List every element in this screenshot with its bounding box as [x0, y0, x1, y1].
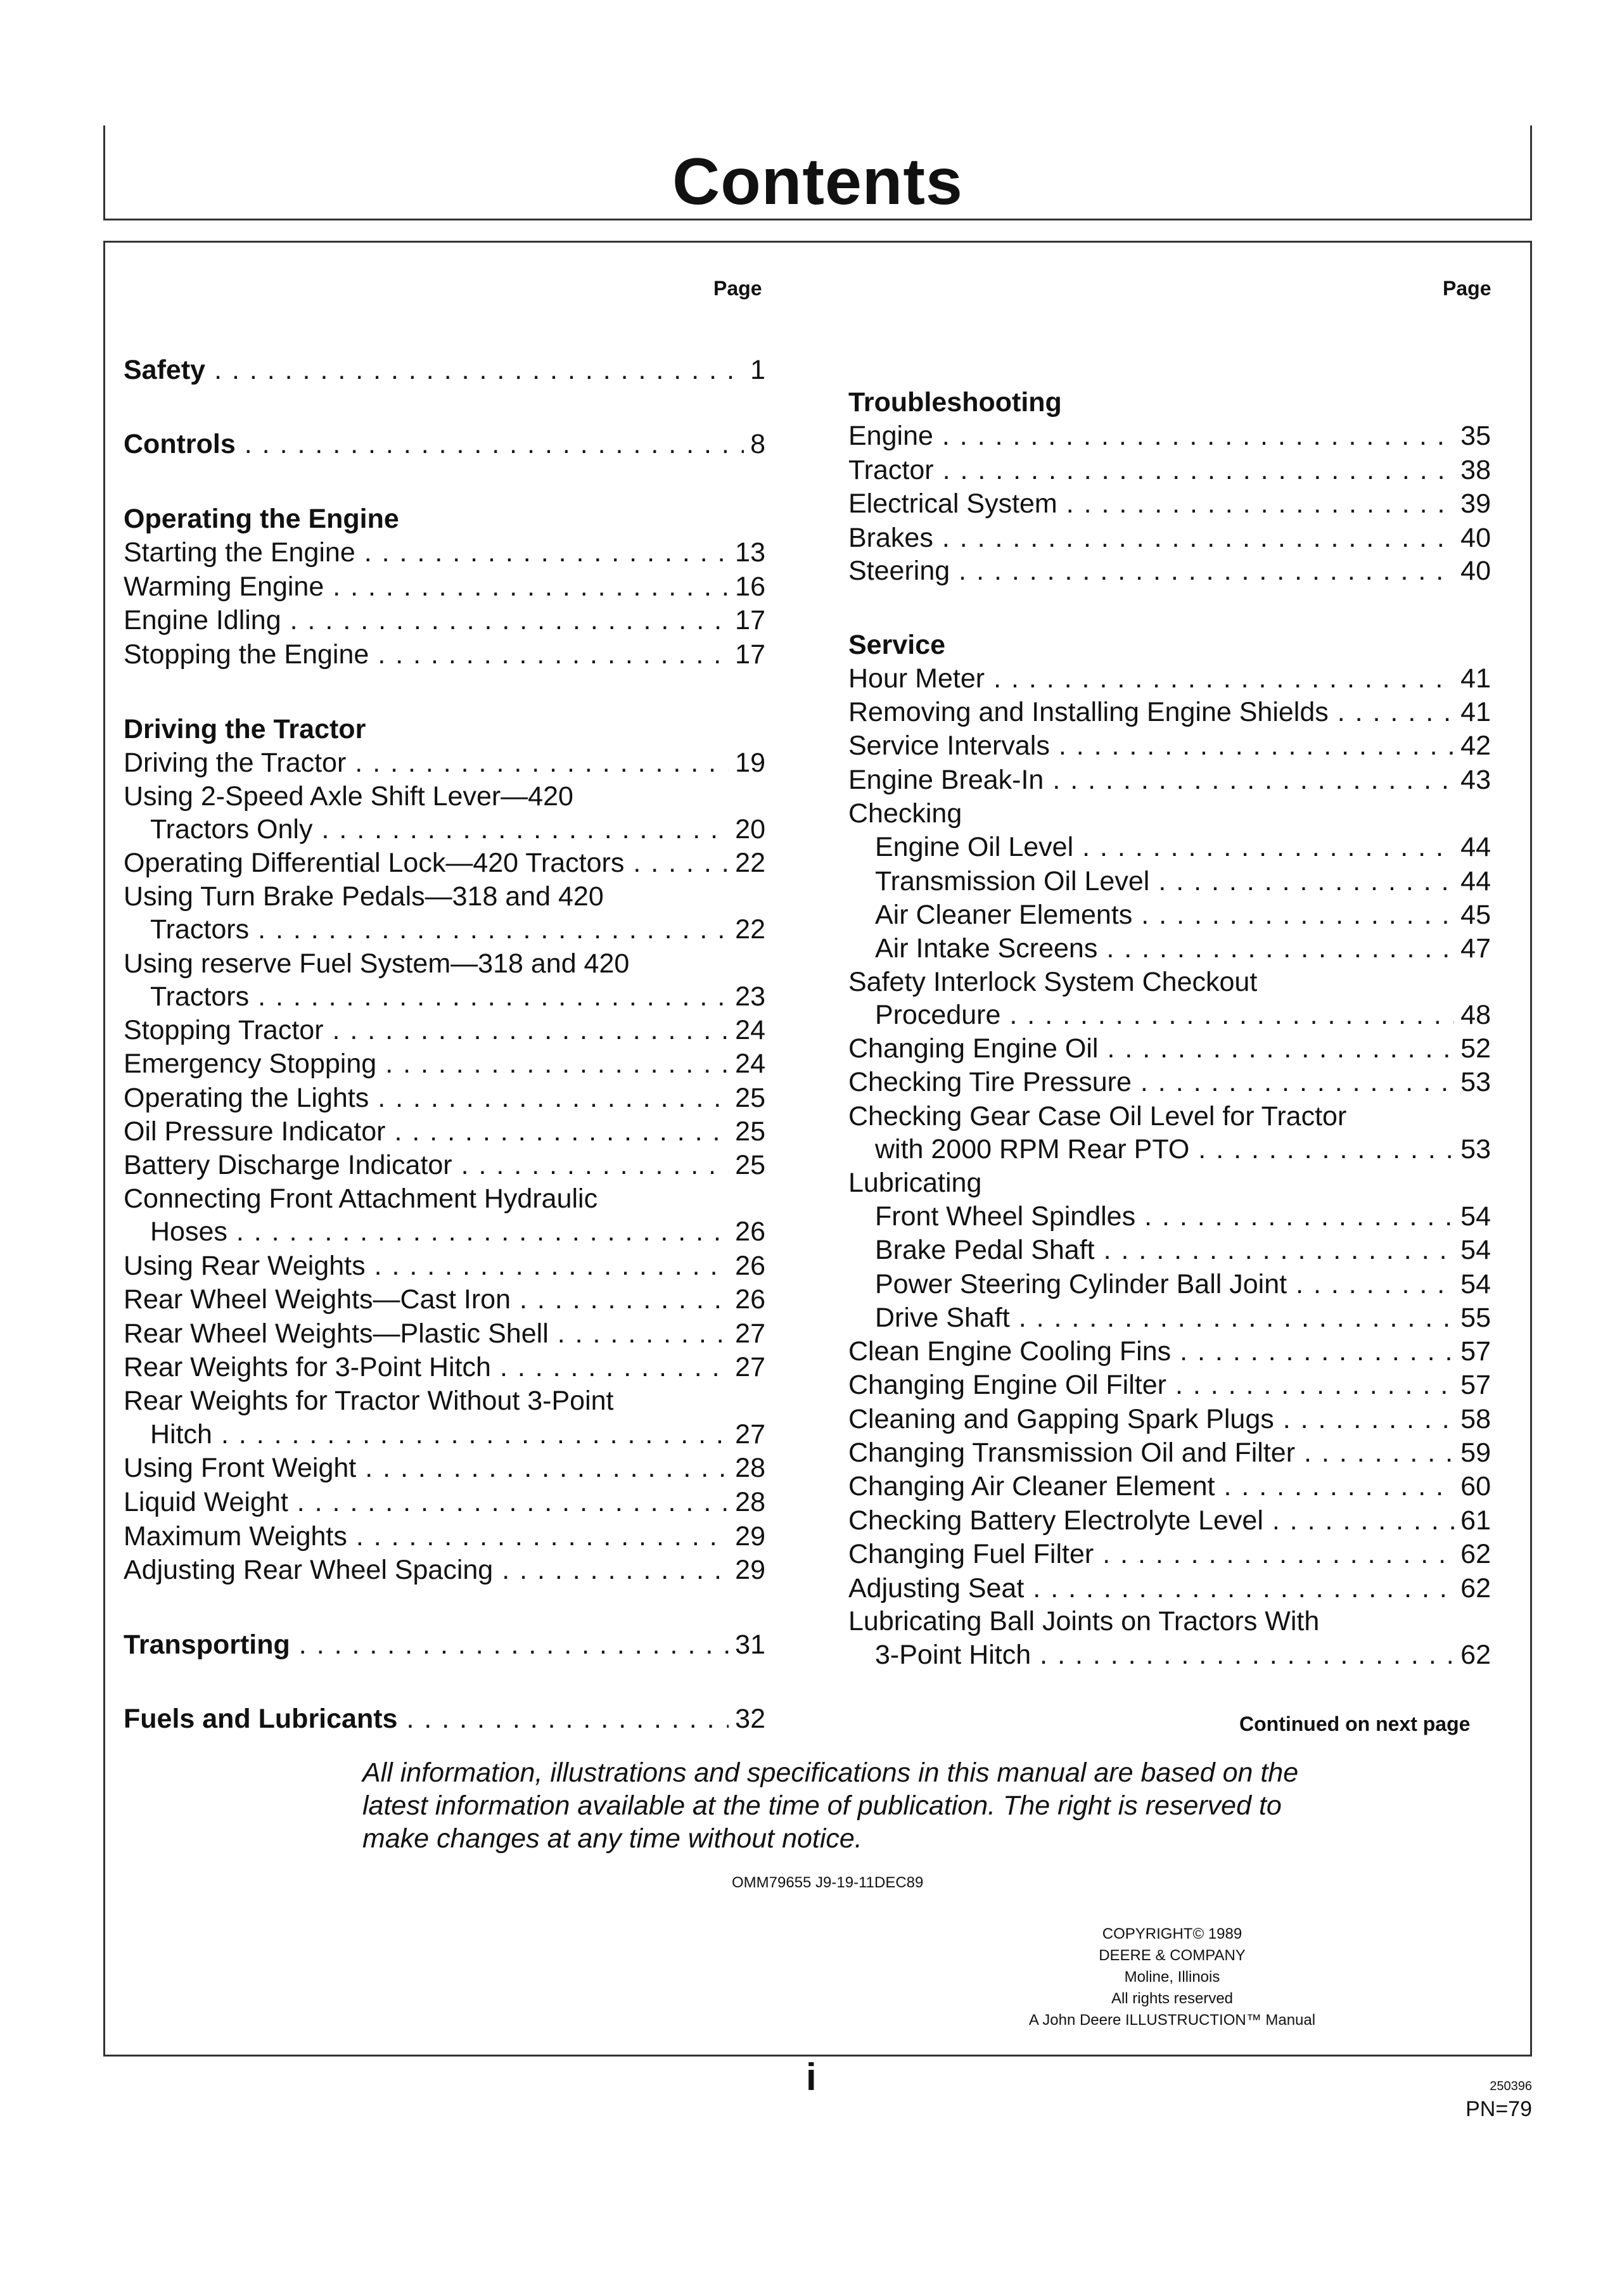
toc-entry[interactable] — [848, 1403, 1491, 1436]
dot-leader — [1338, 696, 1454, 729]
toc-page-number: 16 — [735, 571, 765, 602]
toc-entry-title: Tractors Only — [150, 814, 313, 845]
toc-entry-title: Engine Break-In — [848, 765, 1044, 795]
toc-entry[interactable] — [848, 1436, 1491, 1470]
dot-leader — [245, 428, 744, 461]
toc-page-number: 54 — [1460, 1235, 1491, 1265]
toc-page-number: 54 — [1460, 1269, 1491, 1299]
toc-entry-title: Adjusting Seat — [848, 1573, 1025, 1604]
toc-entry[interactable] — [848, 1572, 1491, 1605]
toc-entry-title: Hoses — [150, 1216, 227, 1247]
toc-page-number: 26 — [735, 1284, 765, 1315]
toc-entry[interactable] — [875, 1200, 1491, 1234]
dot-leader — [500, 1351, 729, 1384]
toc-page-number: 52 — [1460, 1033, 1491, 1064]
toc-entry-title: Using Rear Weights — [124, 1251, 366, 1281]
dot-leader — [1033, 1572, 1454, 1605]
toc-entry-title: Operating Differential Lock—420 Tractors — [124, 848, 625, 878]
copyright-line: All rights reserved — [1111, 1990, 1234, 2007]
toc-entry-title: 3-Point Hitch — [875, 1640, 1031, 1670]
toc-page-number: 40 — [1460, 523, 1491, 553]
toc-page-number: 47 — [1460, 933, 1491, 964]
toc-entry[interactable] — [848, 454, 1491, 487]
toc-entry-title: Brakes — [848, 523, 933, 553]
toc-entry-title: Removing and Installing Engine Shields — [848, 697, 1329, 727]
toc-entry-text: Checking — [848, 798, 962, 829]
dot-leader — [1144, 1200, 1454, 1234]
toc-entry-title: Changing Fuel Filter — [848, 1539, 1094, 1569]
dot-leader — [633, 846, 729, 880]
toc-page-number: 26 — [735, 1251, 765, 1281]
toc-entry[interactable] — [848, 1470, 1491, 1503]
section-heading: Driving the Tractor — [124, 714, 366, 744]
toc-entry-title: Changing Engine Oil Filter — [848, 1370, 1166, 1400]
toc-entry[interactable] — [124, 638, 765, 672]
dot-leader — [214, 354, 744, 387]
toc-entry[interactable] — [124, 1486, 765, 1519]
toc-page-number: 35 — [1460, 421, 1491, 451]
dot-leader — [1304, 1436, 1454, 1470]
toc-page-number: 44 — [1460, 832, 1491, 862]
toc-entry[interactable] — [124, 1317, 765, 1351]
toc-entry[interactable] — [124, 1115, 765, 1149]
toc-entry[interactable] — [848, 554, 1491, 588]
copyright-line: COPYRIGHT© 1989 — [1102, 1925, 1242, 1942]
toc-entry[interactable] — [124, 1520, 765, 1553]
toc-entry-title: Operating the Lights — [124, 1083, 369, 1113]
toc-page-number: 55 — [1460, 1303, 1491, 1333]
toc-entry-title: Controls — [124, 429, 236, 459]
dot-leader — [1272, 1504, 1454, 1538]
toc-page-number: 27 — [735, 1318, 765, 1349]
toc-entry[interactable] — [848, 1538, 1491, 1571]
toc-page-number: 22 — [735, 848, 765, 878]
toc-entry-title: Using Front Weight — [124, 1453, 357, 1483]
dot-leader — [365, 1451, 729, 1485]
toc-entry-title: Changing Air Cleaner Element — [848, 1471, 1215, 1502]
toc-entry-title: Brake Pedal Shaft — [875, 1235, 1095, 1265]
toc-page-number: 59 — [1460, 1438, 1491, 1468]
toc-entry[interactable] — [848, 662, 1491, 696]
dot-leader — [1082, 831, 1454, 864]
toc-page-number: 31 — [735, 1630, 765, 1660]
toc-entry-title: Stopping the Engine — [124, 639, 369, 670]
toc-page-number: 20 — [735, 814, 765, 845]
toc-entry-text: Using 2-Speed Axle Shift Lever—420 — [124, 781, 573, 812]
toc-page-number: 41 — [1460, 663, 1491, 694]
toc-page-number: 40 — [1460, 556, 1491, 586]
toc-entry[interactable] — [848, 1368, 1491, 1402]
toc-page-number: 27 — [735, 1352, 765, 1382]
toc-entry-title: Rear Wheel Weights—Plastic Shell — [124, 1318, 549, 1349]
toc-entry-title: Electrical System — [848, 488, 1057, 519]
section-heading: Troubleshooting — [848, 387, 1062, 418]
dot-leader — [502, 1553, 729, 1587]
toc-entry-text: Checking Gear Case Oil Level for Tractor — [848, 1101, 1347, 1132]
toc-entry-text: Safety Interlock System Checkout — [848, 967, 1258, 997]
toc-page-number: 23 — [735, 981, 765, 1012]
dot-leader — [1102, 1538, 1454, 1571]
toc-entry[interactable] — [875, 1268, 1491, 1301]
copyright-block — [976, 1923, 1369, 2031]
dot-leader — [1107, 1032, 1454, 1066]
toc-entry[interactable] — [875, 1234, 1491, 1267]
toc-page-number: 61 — [1460, 1505, 1491, 1536]
dot-leader — [1106, 932, 1454, 966]
toc-entry[interactable] — [124, 1047, 765, 1081]
toc-page-number: 25 — [735, 1150, 765, 1180]
disclaimer-text: All information, illustrations and specifications in this manual are based on the latest information available at the time of publication. The right is reserved to make changes at any time without notice. — [362, 1757, 1299, 1854]
dot-leader — [290, 604, 729, 637]
toc-entry[interactable] — [875, 831, 1491, 864]
dot-leader — [1066, 487, 1454, 521]
toc-entry-title: Fuels and Lubricants — [124, 1704, 398, 1734]
toc-entry[interactable] — [150, 813, 765, 846]
toc-page-number: 25 — [735, 1116, 765, 1147]
toc-entry[interactable] — [124, 1351, 765, 1384]
toc-entry-title: Warming Engine — [124, 571, 324, 602]
dot-leader — [558, 1317, 729, 1351]
dot-leader — [1198, 1133, 1454, 1166]
toc-entry[interactable] — [848, 1335, 1491, 1368]
toc-entry-text: Connecting Front Attachment Hydraulic — [124, 1183, 598, 1214]
title-box — [103, 125, 1532, 220]
toc-entry-title: Adjusting Rear Wheel Spacing — [124, 1555, 494, 1585]
dot-leader — [461, 1149, 729, 1182]
toc-page-number: 19 — [735, 748, 765, 778]
toc-entry-title: Starting the Engine — [124, 537, 355, 568]
toc-page-number: 24 — [735, 1049, 765, 1079]
toc-entry-title: Air Intake Screens — [875, 933, 1098, 964]
dot-leader — [394, 1115, 729, 1149]
copyright-line: A John Deere ILLUSTRUCTION™ Manual — [1028, 2012, 1316, 2029]
page-title: Contents — [672, 145, 963, 219]
toc-page-number: 57 — [1460, 1336, 1491, 1367]
toc-entry-title: Transporting — [124, 1630, 290, 1660]
dot-leader — [258, 913, 729, 947]
toc-entry-title: Battery Discharge Indicator — [124, 1150, 452, 1180]
dot-leader — [959, 554, 1454, 588]
toc-entry-title: Oil Pressure Indicator — [124, 1116, 386, 1147]
toc-entry-title: Checking Battery Electrolyte Level — [848, 1505, 1263, 1536]
toc-entry-text: Lubricating Ball Joints on Tractors With — [848, 1606, 1320, 1636]
dot-leader — [993, 662, 1454, 696]
dot-leader — [378, 1081, 729, 1115]
dot-leader — [378, 638, 729, 672]
toc-entry-title: Transmission Oil Level — [875, 866, 1150, 896]
toc-entry-title: Tractors — [150, 914, 250, 945]
toc-entry[interactable] — [875, 865, 1491, 898]
toc-page-number: 26 — [735, 1216, 765, 1247]
toc-entry-title: Hitch — [150, 1419, 212, 1450]
toc-page-number: 39 — [1460, 488, 1491, 519]
toc-entry[interactable] — [124, 1249, 765, 1283]
dot-leader — [943, 454, 1455, 487]
dot-leader — [385, 1047, 729, 1081]
dot-leader — [1296, 1268, 1454, 1301]
dot-leader — [942, 521, 1454, 555]
toc-entry-title: Emergency Stopping — [124, 1049, 377, 1079]
dot-leader — [355, 746, 729, 780]
dot-leader — [321, 813, 729, 846]
toc-page-number: 28 — [735, 1453, 765, 1483]
toc-entry[interactable] — [875, 932, 1491, 966]
toc-page-number: 57 — [1460, 1370, 1491, 1400]
dot-leader — [1283, 1403, 1454, 1436]
toc-entry-title: Rear Weights for 3-Point Hitch — [124, 1352, 491, 1382]
toc-entry[interactable] — [875, 998, 1491, 1032]
toc-page-number: 38 — [1460, 455, 1491, 485]
toc-entry[interactable] — [150, 980, 765, 1014]
toc-entry-title: Tractor — [848, 455, 934, 485]
toc-entry[interactable] — [124, 604, 765, 637]
document-id: OMM79655 J9-19-11DEC89 — [732, 1874, 924, 1891]
toc-entry-title: Procedure — [875, 1000, 1001, 1030]
toc-page-number: 1 — [750, 355, 765, 385]
toc-entry-text: Using reserve Fuel System—318 and 420 — [124, 948, 630, 979]
dot-leader — [1040, 1638, 1454, 1672]
dot-leader — [1175, 1368, 1454, 1402]
dot-leader — [333, 570, 729, 604]
toc-entry[interactable] — [875, 898, 1491, 932]
toc-entry-title: Tractors — [150, 981, 250, 1012]
toc-page-number: 54 — [1460, 1201, 1491, 1232]
dot-leader — [356, 1520, 729, 1553]
dot-leader — [1059, 729, 1454, 763]
toc-entry-text: Using Turn Brake Pedals—318 and 420 — [124, 881, 604, 912]
toc-page-number: 28 — [735, 1487, 765, 1517]
toc-entry-title: Service Intervals — [848, 730, 1050, 761]
toc-page-number: 53 — [1460, 1134, 1491, 1164]
toc-entry[interactable] — [124, 1553, 765, 1587]
toc-entry[interactable] — [124, 1628, 765, 1662]
toc-entry[interactable] — [848, 1066, 1491, 1099]
toc-page-number: 62 — [1460, 1640, 1491, 1670]
toc-entry-title: Front Wheel Spindles — [875, 1201, 1136, 1232]
toc-entry[interactable] — [124, 536, 765, 570]
continued-note: Continued on next page — [1239, 1712, 1471, 1735]
dot-leader — [1140, 1066, 1454, 1099]
toc-entry-text: Lubricating — [848, 1168, 982, 1198]
dot-leader — [1158, 865, 1454, 898]
toc-entry-title: Air Cleaner Elements — [875, 900, 1133, 930]
toc-entry[interactable] — [848, 696, 1491, 729]
dot-leader — [297, 1486, 729, 1519]
dot-leader — [258, 980, 729, 1014]
toc-page-number: 45 — [1460, 900, 1491, 930]
toc-entry-title: Changing Transmission Oil and Filter — [848, 1438, 1296, 1468]
toc-page-number: 62 — [1460, 1539, 1491, 1569]
toc-page-number: 13 — [735, 537, 765, 568]
toc-entry-title: Stopping Tractor — [124, 1015, 324, 1045]
dot-leader — [333, 1014, 729, 1047]
toc-entry[interactable] — [124, 1702, 765, 1736]
toc-entry[interactable] — [124, 1149, 765, 1182]
dot-leader — [406, 1702, 729, 1736]
toc-entry[interactable] — [124, 570, 765, 604]
toc-page-number: 29 — [735, 1555, 765, 1585]
toc-page-number: 58 — [1460, 1404, 1491, 1434]
toc-entry[interactable] — [124, 1081, 765, 1115]
toc-page-number: 29 — [735, 1521, 765, 1552]
toc-entry[interactable] — [124, 1014, 765, 1047]
dot-leader — [1009, 998, 1454, 1032]
section-heading: Operating the Engine — [124, 504, 399, 534]
toc-entry-title: Drive Shaft — [875, 1303, 1010, 1333]
toc-page-number: 17 — [735, 605, 765, 635]
toc-page-number: 24 — [735, 1015, 765, 1045]
toc-entry-title: Safety — [124, 355, 206, 385]
print-code: 250396 — [1490, 2079, 1532, 2093]
dot-leader — [1223, 1470, 1454, 1503]
toc-entry-text: Rear Weights for Tractor Without 3-Point — [124, 1386, 614, 1416]
toc-entry[interactable] — [124, 1283, 765, 1317]
left-page-header: Page — [713, 277, 762, 300]
toc-entry[interactable] — [875, 1638, 1491, 1672]
toc-entry[interactable] — [848, 419, 1491, 453]
dot-leader — [299, 1628, 729, 1662]
dot-leader — [1180, 1335, 1454, 1368]
toc-page-number: 25 — [735, 1083, 765, 1113]
toc-entry[interactable] — [150, 1215, 765, 1249]
toc-page-number: 32 — [735, 1704, 765, 1734]
section-heading: Service — [848, 630, 946, 660]
toc-page-number: 42 — [1460, 730, 1491, 761]
pn-code: PN=79 — [1466, 2097, 1532, 2121]
toc-page-number: 22 — [735, 914, 765, 945]
toc-entry-title: with 2000 RPM Rear PTO — [875, 1134, 1190, 1164]
dot-leader — [374, 1249, 729, 1283]
dot-leader — [236, 1215, 729, 1249]
page-number: i — [806, 2056, 817, 2098]
toc-page-number: 60 — [1460, 1471, 1491, 1502]
toc-page-number: 17 — [735, 639, 765, 670]
toc-entry-title: Checking Tire Pressure — [848, 1067, 1132, 1097]
toc-page-number: 43 — [1460, 765, 1491, 795]
copyright-line: Moline, Illinois — [1124, 1968, 1220, 1986]
dot-leader — [1052, 763, 1454, 797]
toc-page-number: 48 — [1460, 1000, 1491, 1030]
dot-leader — [520, 1283, 729, 1317]
toc-entry[interactable] — [150, 913, 765, 947]
toc-entry-title: Liquid Weight — [124, 1487, 288, 1517]
toc-entry-title: Engine — [848, 421, 933, 451]
toc-entry[interactable] — [124, 746, 765, 780]
toc-entry[interactable] — [124, 1451, 765, 1485]
dot-leader — [364, 536, 729, 570]
toc-entry[interactable] — [848, 729, 1491, 763]
toc-entry[interactable] — [150, 1418, 765, 1451]
dot-leader — [1141, 898, 1454, 932]
toc-entry-title: Rear Wheel Weights—Cast Iron — [124, 1284, 511, 1315]
toc-entry-title: Engine Oil Level — [875, 832, 1074, 862]
toc-entry[interactable] — [124, 428, 765, 461]
toc-entry[interactable] — [848, 1504, 1491, 1538]
toc-entry-title: Changing Engine Oil — [848, 1033, 1099, 1064]
right-page-header: Page — [1443, 277, 1491, 300]
toc-entry-title: Steering — [848, 556, 950, 586]
toc-entry-title: Cleaning and Gapping Spark Plugs — [848, 1404, 1274, 1434]
toc-page-number: 41 — [1460, 697, 1491, 727]
toc-entry-title: Engine Idling — [124, 605, 281, 635]
toc-entry[interactable] — [848, 487, 1491, 521]
copyright-line: DEERE & COMPANY — [1099, 1947, 1246, 1964]
toc-entry[interactable] — [848, 763, 1491, 797]
toc-page-number: 53 — [1460, 1067, 1491, 1097]
toc-entry[interactable] — [124, 354, 765, 387]
dot-leader — [942, 419, 1454, 453]
toc-entry[interactable] — [875, 1133, 1491, 1166]
dot-leader — [1104, 1234, 1455, 1267]
toc-page-number: 62 — [1460, 1573, 1491, 1604]
dot-leader — [221, 1418, 729, 1451]
toc-entry[interactable] — [848, 521, 1491, 555]
toc-entry-title: Driving the Tractor — [124, 748, 347, 778]
toc-page-number: 8 — [750, 429, 765, 459]
toc-entry-title: Clean Engine Cooling Fins — [848, 1336, 1172, 1367]
toc-entry[interactable] — [848, 1032, 1491, 1066]
toc-entry-title: Hour Meter — [848, 663, 985, 694]
dot-leader — [1019, 1301, 1454, 1335]
toc-page-number: 44 — [1460, 866, 1491, 896]
toc-entry-title: Power Steering Cylinder Ball Joint — [875, 1269, 1287, 1299]
toc-entry[interactable] — [124, 846, 765, 880]
toc-entry[interactable] — [875, 1301, 1491, 1335]
toc-page-number: 27 — [735, 1419, 765, 1450]
toc-entry-title: Maximum Weights — [124, 1521, 347, 1552]
